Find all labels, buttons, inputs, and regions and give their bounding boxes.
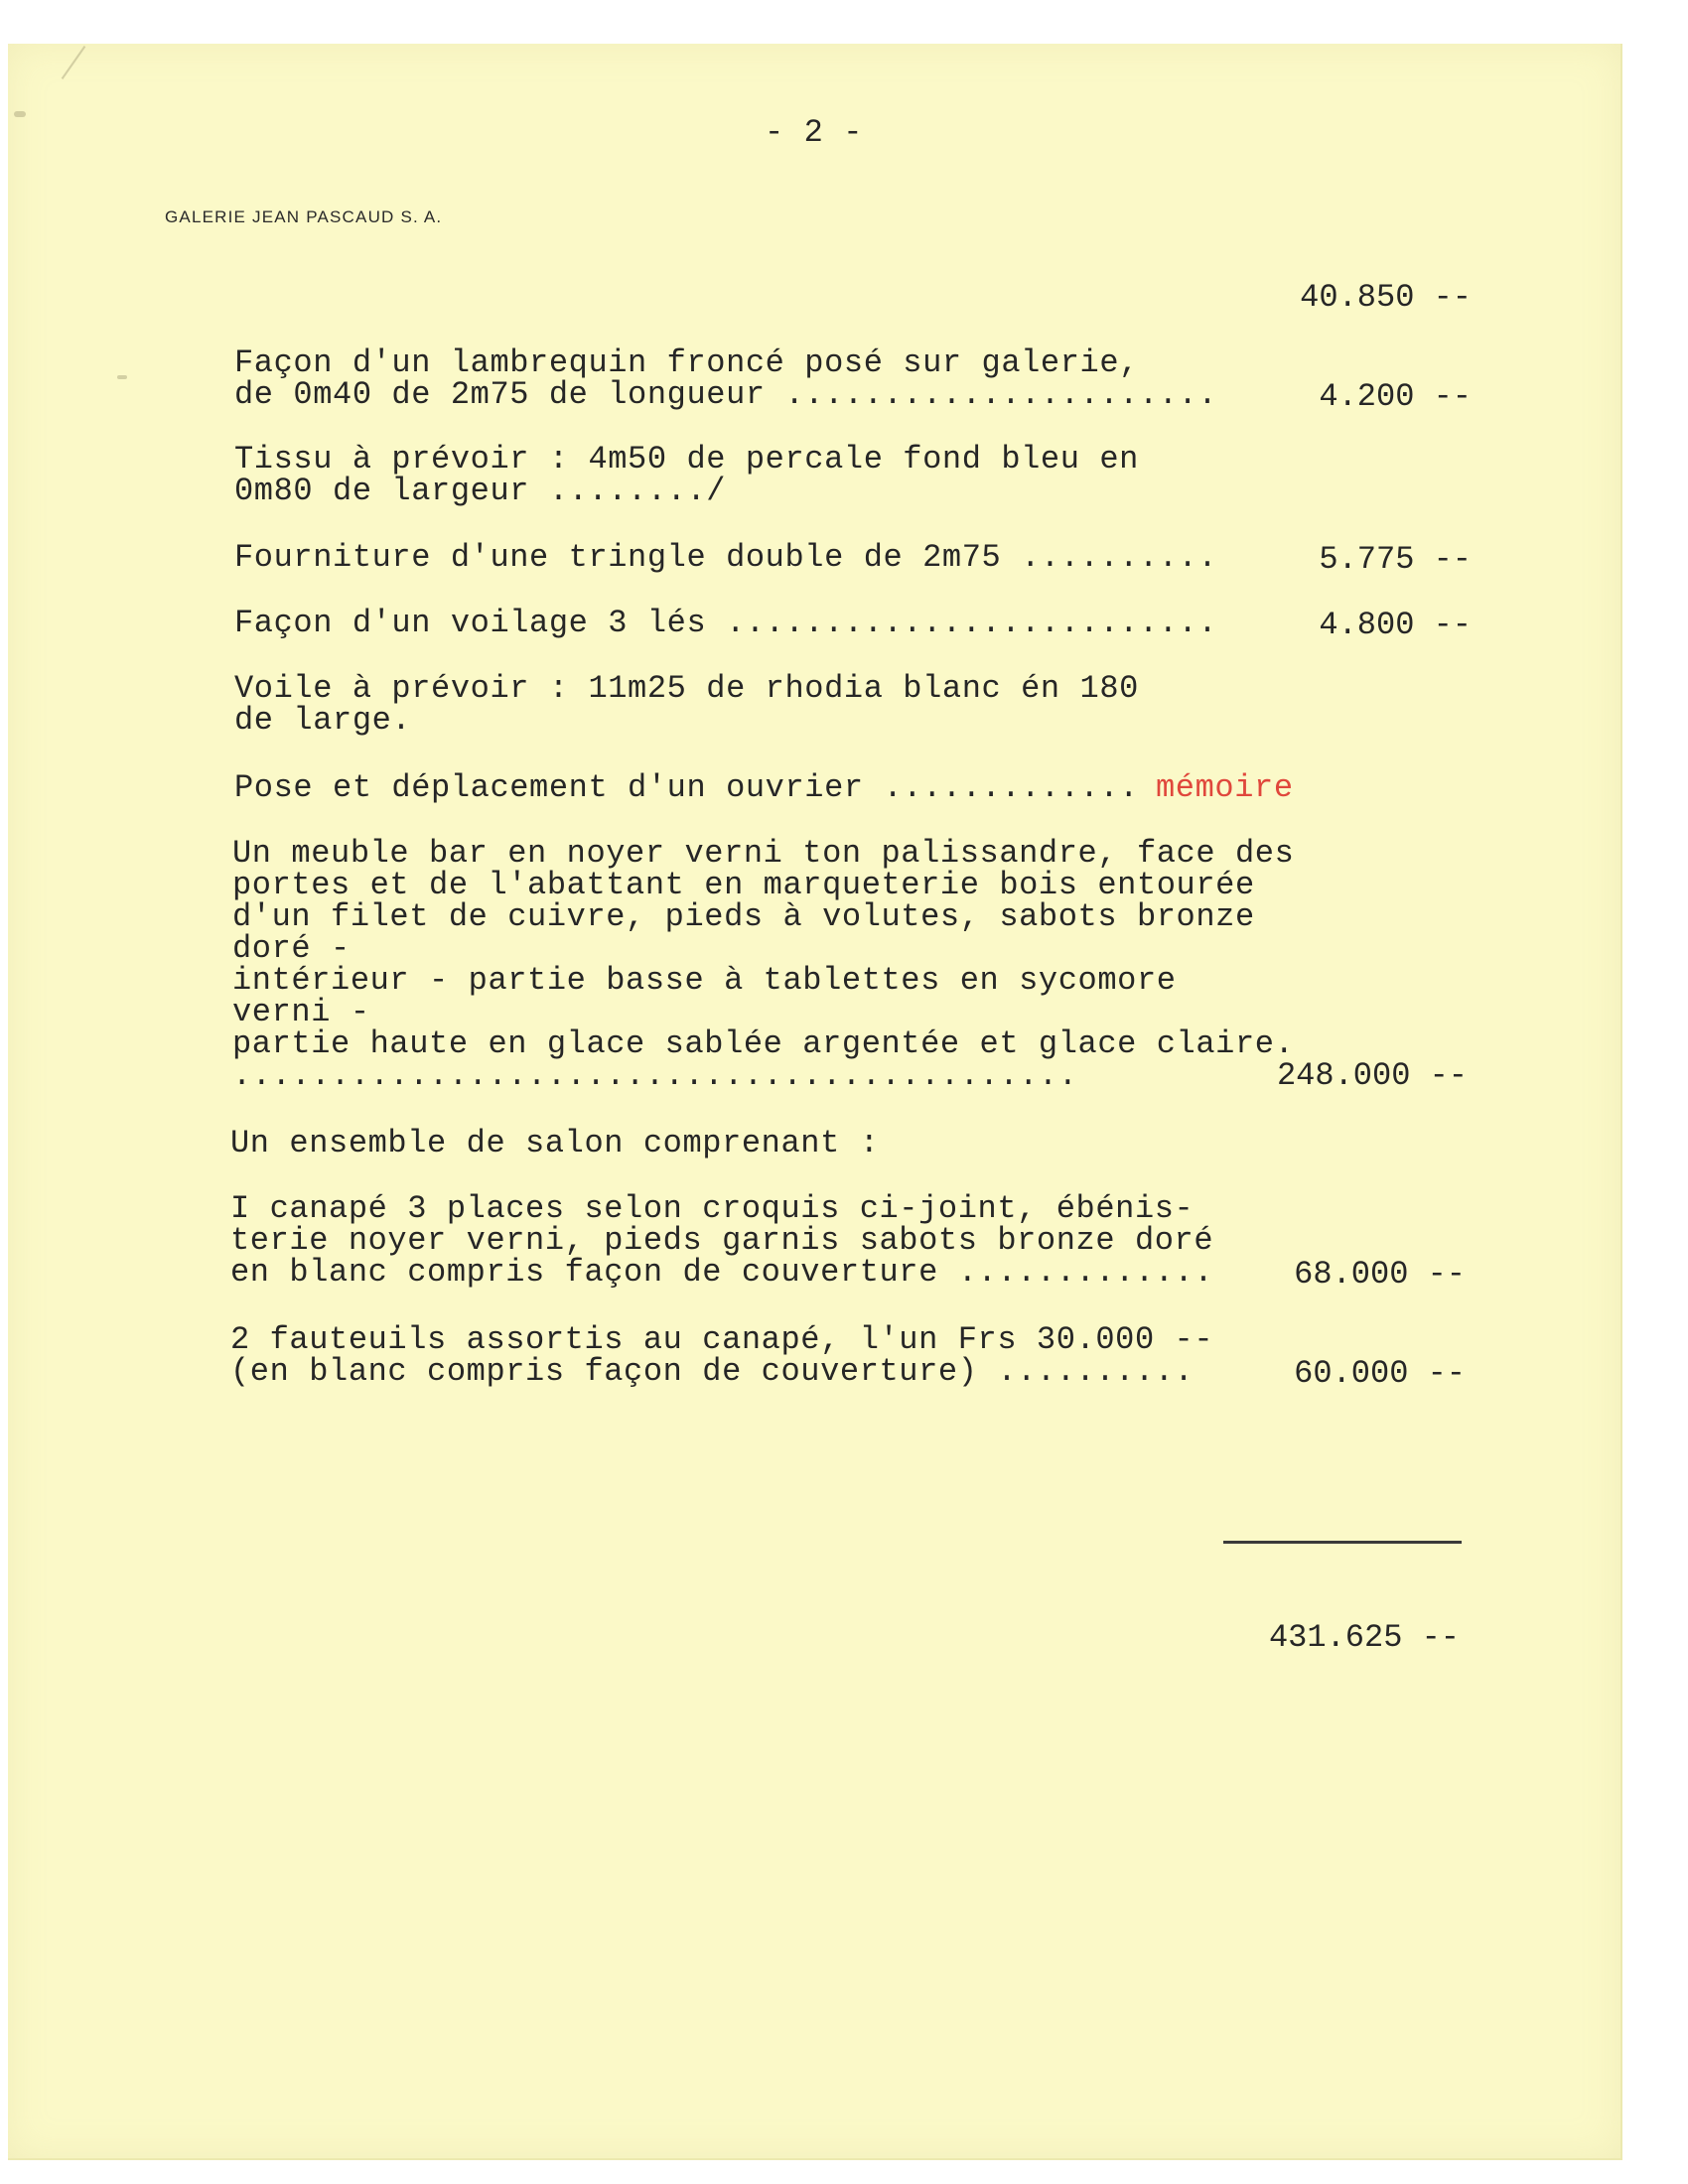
- total-rule: [1223, 1541, 1462, 1544]
- item-line: Pose et déplacement d'un ouvrier .............: [234, 769, 1139, 806]
- section-heading: Un ensemble de salon comprenant :: [230, 1125, 880, 1161]
- item-amount: 60.000 --: [1294, 1355, 1466, 1392]
- item-line: Façon d'un voilage 3 lés .........................: [234, 605, 1218, 641]
- page-number: - 2 -: [765, 114, 864, 151]
- item-line: intérieur - partie basse à tablettes en sycomore: [232, 962, 1177, 999]
- item-line: de large.: [234, 702, 412, 739]
- item-amount: 4.800 --: [1319, 607, 1472, 643]
- item-amount: 4.200 --: [1319, 378, 1472, 415]
- item-line: portes et de l'abattant en marqueterie bois entourée: [232, 867, 1255, 903]
- item-line: verni -: [232, 994, 370, 1030]
- item-amount: 68.000 --: [1294, 1256, 1466, 1293]
- item-line: Un meuble bar en noyer verni ton palissandre, face des: [232, 835, 1295, 872]
- item-line: de 0m40 de 2m75 de longueur ......................: [234, 376, 1218, 413]
- memoire-note: mémoire: [1156, 769, 1294, 806]
- item-line: d'un filet de cuivre, pieds à volutes, sabots bronze: [232, 898, 1255, 935]
- carried-forward-amount: 40.850 --: [1300, 279, 1472, 316]
- item-line: terie noyer verni, pieds garnis sabots bronze doré: [230, 1222, 1214, 1259]
- scan-mark: [14, 111, 26, 117]
- company-header: GALERIE JEAN PASCAUD S. A.: [165, 207, 443, 226]
- item-line: Tissu à prévoir : 4m50 de percale fond bleu en: [234, 441, 1139, 478]
- item-amount: 248.000 --: [1276, 1057, 1468, 1094]
- item-line: doré -: [232, 930, 351, 967]
- item-line: en blanc compris façon de couverture .............: [230, 1254, 1214, 1291]
- item-line: partie haute en glace sablée argentée et glace claire.: [232, 1025, 1295, 1062]
- item-amount: 5.775 --: [1319, 541, 1472, 578]
- item-line: Voile à prévoir : 11m25 de rhodia blanc én 180: [234, 670, 1139, 707]
- grand-total: 431.625 --: [1268, 1619, 1460, 1656]
- item-line: 0m80 de largeur ......../: [234, 473, 727, 509]
- item-line: Fourniture d'une tringle double de 2m75 ..........: [234, 539, 1218, 576]
- item-line: Façon d'un lambrequin froncé posé sur galerie,: [234, 344, 1139, 381]
- item-line: I canapé 3 places selon croquis ci-joint, ébénis-: [230, 1190, 1195, 1227]
- item-line: (en blanc compris façon de couverture) ..........: [230, 1353, 1195, 1390]
- item-line: ...........................................: [232, 1057, 1078, 1094]
- scan-mark: [117, 375, 127, 379]
- item-line: 2 fauteuils assortis au canapé, l'un Frs 30.000 --: [230, 1321, 1214, 1358]
